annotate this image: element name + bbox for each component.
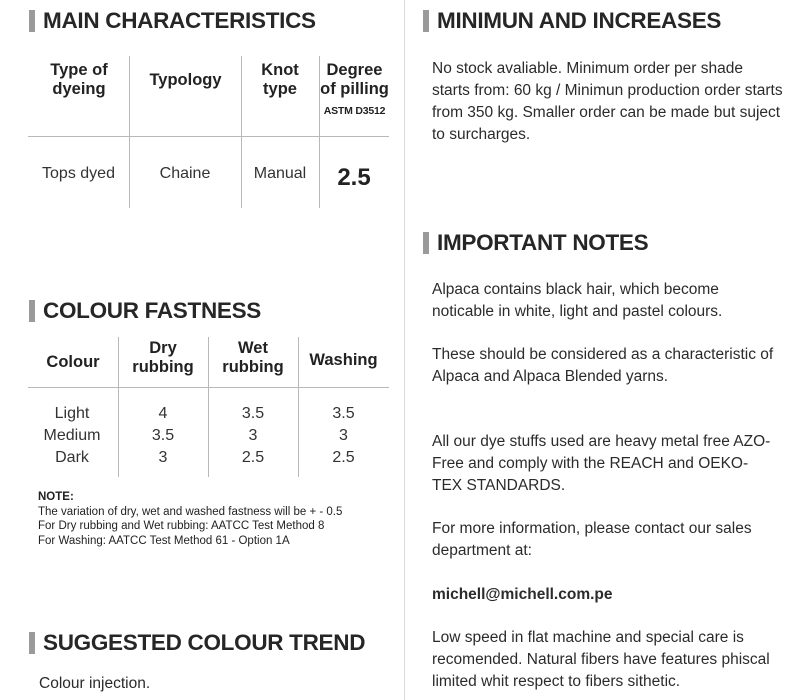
note-black-hair: Alpaca contains black hair, which become noticable in white, light and pastel colours. — [432, 281, 723, 320]
value-degree-of-pilling: 2.5 — [337, 164, 371, 191]
minimum-and-increases-heading — [423, 8, 721, 34]
cell-wet-medium: 3 — [248, 427, 258, 444]
cell-dry-medium: 3.5 — [151, 427, 175, 444]
table-rule — [28, 136, 389, 137]
cell-colour-dark: Dark — [55, 449, 89, 466]
header-type-of-dyeing: Type of dyeing — [50, 61, 108, 98]
value-type-of-dyeing: Tops dyed — [42, 165, 115, 182]
header-dry-rubbing: Dry rubbing — [132, 339, 194, 376]
heading-bar — [29, 10, 35, 32]
important-notes-heading — [423, 230, 648, 256]
main-characteristics-table — [28, 56, 389, 208]
heading-bar — [29, 300, 35, 322]
minimum-order-text: No stock avaliable. Minimum order per shade starts from: 60 kg / Minimun production order starts from 350 kg. Smaller order can be made but suject to surcharges. — [432, 60, 783, 143]
value-knot-type: Manual — [253, 165, 307, 182]
note-line: The variation of dry, wet and washed fastness will be + - 0.5 — [38, 505, 343, 518]
note-contact: For more information, please contact our sales department at: — [432, 520, 752, 559]
main-characteristics-heading — [29, 8, 316, 34]
cell-dry-light: 4 — [158, 405, 168, 422]
note-title: NOTE: — [38, 491, 74, 503]
heading-bar — [423, 232, 429, 254]
cell-washing-light: 3.5 — [332, 405, 355, 422]
important-notes-title: IMPORTANT NOTES — [437, 230, 649, 255]
main-characteristics-title: MAIN CHARACTERISTICS — [43, 8, 316, 33]
note-line: For Washing: AATCC Test Method 61 - Option 1A — [38, 534, 290, 547]
header-colour: Colour — [46, 352, 100, 371]
colour-fastness-title: COLOUR FASTNESS — [43, 298, 262, 323]
cell-wet-dark: 2.5 — [241, 449, 265, 466]
header-knot-type: Knot type — [261, 61, 299, 98]
note-line: For Dry rubbing and Wet rubbing: AATCC Test Method 8 — [38, 520, 325, 532]
fastness-note — [38, 490, 342, 548]
heading-bar — [29, 632, 35, 654]
colour-column — [28, 403, 116, 469]
suggested-colour-trend-title: SUGGESTED COLOUR TREND — [43, 630, 366, 655]
washing-column — [298, 403, 389, 469]
cell-colour-light: Light — [54, 405, 90, 422]
column-divider — [404, 0, 405, 700]
header-degree-of-pilling: Degree of pilling — [320, 61, 389, 98]
minimum-and-increases-title: MINIMUN AND INCREASES — [437, 8, 722, 33]
value-typology: Chaine — [159, 165, 211, 182]
cell-washing-dark: 2.5 — [332, 449, 355, 466]
colour-fastness-heading — [29, 298, 261, 324]
header-wet-rubbing: Wet rubbing — [222, 339, 284, 376]
wet-rubbing-column — [208, 403, 298, 469]
pilling-standard: ASTM D3512 — [323, 104, 386, 117]
header-typology: Typology — [149, 70, 222, 89]
note-machine-care: Low speed in flat machine and special care is recomended. Natural fibers have features phiscal limited whit respect to fibers sithetic. — [432, 629, 770, 690]
note-dye-stuffs: All our dye stuffs used are heavy metal free AZO-Free and comply with the REACH and OEKO-TEX STANDARDS. — [432, 433, 771, 494]
note-characteristic: These should be considered as a characteristic of Alpaca and Alpaca Blended yarns. — [432, 346, 774, 385]
cell-wet-light: 3.5 — [241, 405, 265, 422]
cell-colour-medium: Medium — [43, 427, 101, 444]
colour-fastness-table — [28, 337, 389, 477]
cell-washing-medium: 3 — [339, 427, 348, 444]
suggested-colour-trend-text: Colour injection. — [39, 675, 151, 692]
contact-email-link[interactable]: michell@michell.com.pe — [432, 586, 613, 603]
dry-rubbing-column — [118, 403, 208, 469]
heading-bar — [423, 10, 429, 32]
cell-dry-dark: 3 — [158, 449, 168, 466]
suggested-colour-trend-heading — [29, 630, 365, 656]
header-washing: Washing — [309, 350, 378, 369]
